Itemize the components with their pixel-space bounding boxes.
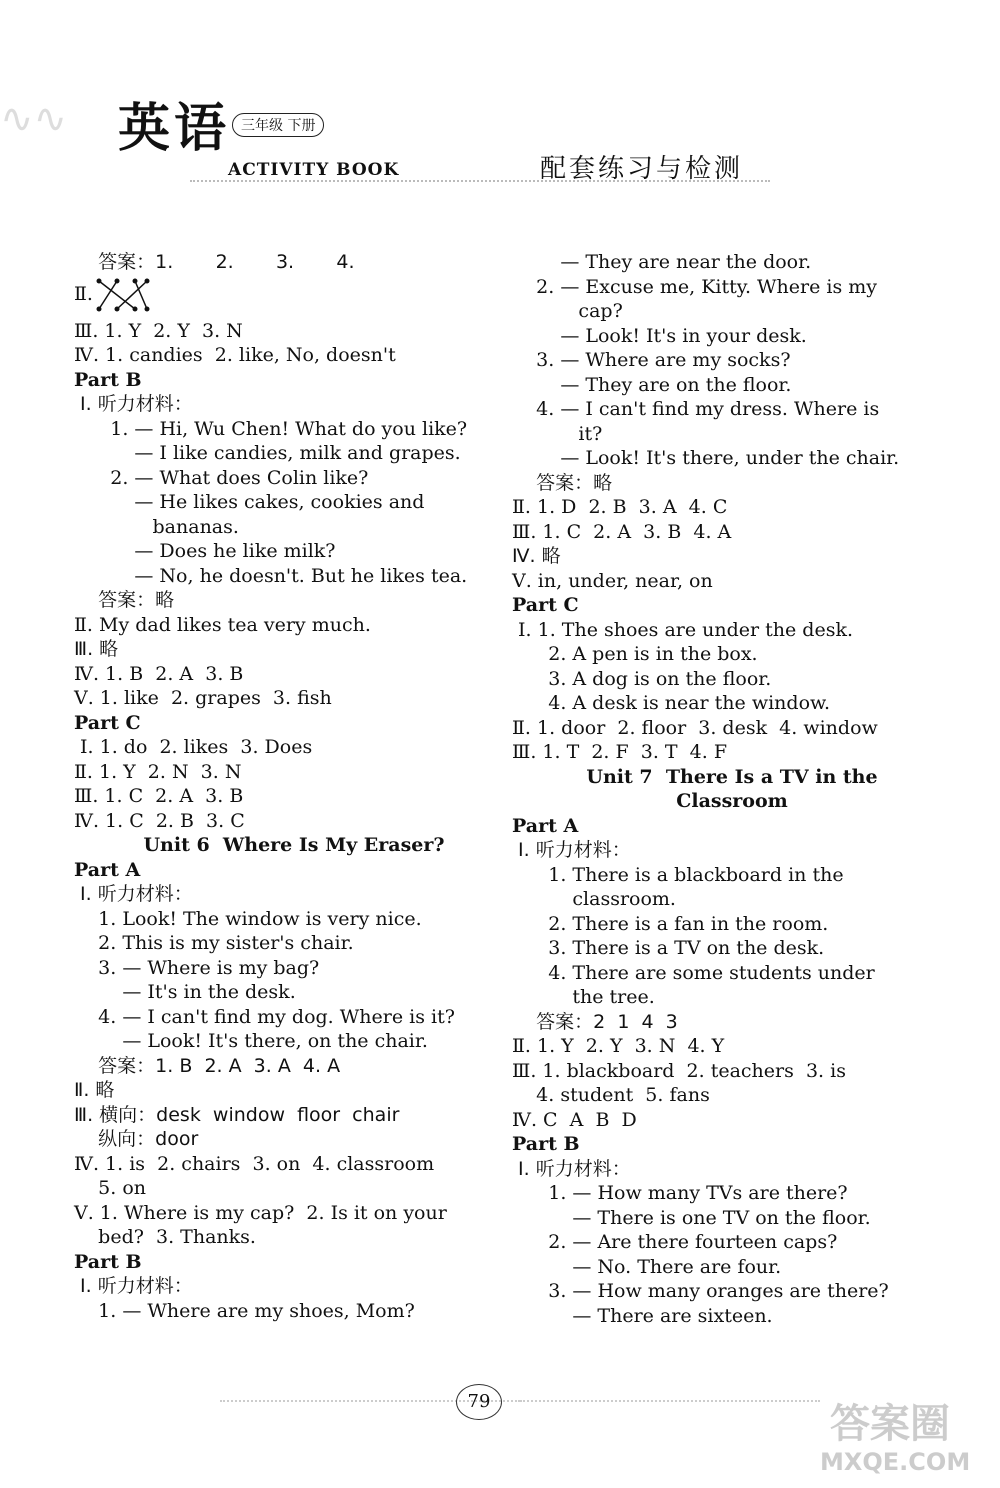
left-column-line (74, 539, 514, 564)
line-text: classroom. (512, 888, 676, 910)
line-text: Ⅰ. 1. The shoes are under the desk. (512, 618, 854, 641)
left-column-line (74, 833, 514, 858)
left-column-line (74, 613, 514, 638)
right-column-line (512, 1108, 952, 1133)
right-column-line (512, 1304, 952, 1329)
right-column-line (512, 618, 952, 643)
grade-label: 三年级 下册 (232, 113, 324, 137)
line-text: — Look! It's there, on the chair. (74, 1030, 428, 1052)
line-text: 4. — I can't find my dress. Where is (512, 398, 880, 420)
left-column-line (74, 1005, 514, 1030)
left-column-line (74, 588, 514, 613)
left-column-line (74, 809, 514, 834)
line-text: Ⅱ. 1. door 2. floor 3. desk 4. window (512, 716, 878, 739)
line-text: — It's in the desk. (74, 981, 296, 1003)
left-column-line (74, 1250, 514, 1275)
line-text: 3. — How many oranges are there? (512, 1280, 889, 1302)
book-title: 英语 (118, 99, 231, 159)
right-column-line (512, 520, 952, 545)
right-column-line (512, 1206, 952, 1231)
left-column-line (74, 1029, 514, 1054)
line-text: Ⅳ. C A B D (512, 1108, 637, 1131)
line-text: Classroom (676, 790, 788, 812)
line-text: — They are on the floor. (512, 373, 792, 396)
line-text: Part C (512, 594, 579, 616)
line-text: 4. — I can't find my dog. Where is it? (74, 1005, 455, 1028)
match-dot (114, 278, 119, 283)
right-column-line (512, 1157, 952, 1182)
left-column-line (74, 392, 514, 417)
line-text: Ⅱ. My dad likes tea very much. (74, 613, 371, 636)
line-text: 1. There is a blackboard in the (512, 863, 844, 886)
left-column (74, 250, 514, 1323)
left-column-line (74, 1054, 514, 1079)
watermark-logo: 答案圈 (830, 1401, 950, 1447)
right-column-line (512, 373, 952, 398)
right-column-line (512, 936, 952, 961)
left-column-line (74, 784, 514, 809)
line-text: Part A (74, 858, 141, 881)
line-text: Ⅴ. 1. Where is my cap? 2. Is it on your (74, 1201, 447, 1224)
left-column-line (74, 662, 514, 687)
line-text: Part A (512, 814, 579, 837)
line-text: 3. There is a TV on the desk. (512, 937, 825, 959)
left-column-line (74, 931, 514, 956)
right-column-line (512, 348, 952, 373)
left-column-line (74, 564, 514, 589)
left-column-line (74, 956, 514, 981)
line-text: 1. — Where are my shoes, Mom? (74, 1299, 415, 1322)
right-column-line (512, 1255, 952, 1280)
right-column-line (512, 471, 952, 496)
line-text: Part B (74, 1250, 142, 1273)
left-column-line (74, 515, 514, 540)
line-text: Part C (74, 711, 141, 734)
right-column-line (512, 250, 952, 275)
left-column-line (74, 1225, 514, 1250)
line-text: 纵向：door (74, 1128, 199, 1150)
right-column-line (512, 397, 952, 422)
line-text: 4. A desk is near the window. (512, 692, 831, 714)
line-text: 4. There are some students under (512, 961, 875, 984)
left-column-line (74, 858, 514, 883)
line-text: 答案：略 (74, 589, 175, 611)
watermark-url: MXQE.COM (820, 1448, 971, 1476)
left-column-line (74, 1299, 514, 1324)
line-text: Ⅳ. 1. B 2. A 3. B (74, 662, 244, 685)
line-text: Ⅲ. 略 (74, 638, 119, 660)
page-number: 79 (456, 1384, 502, 1420)
match-dot (144, 306, 149, 311)
right-column-line (512, 642, 952, 667)
line-text: 2. A pen is in the box. (512, 643, 758, 665)
line-text: 答案：1. B 2. A 3. A 4. A (74, 1054, 341, 1077)
left-column-line (74, 1176, 514, 1201)
line-text: Ⅰ. 1. do 2. likes 3. Does (74, 736, 313, 758)
line-text: it? (512, 422, 603, 445)
match-line (135, 281, 147, 309)
line-text: Ⅱ. 1. Y 2. Y 3. N 4. Y (512, 1035, 725, 1057)
line-text: — Look! It's there, under the chair. (512, 447, 900, 469)
line-text: Ⅲ. 1. T 2. F 3. T 4. F (512, 741, 728, 763)
line-text: — I like candies, milk and grapes. (74, 442, 461, 464)
decorative-swirl: ∿∿ (0, 96, 68, 142)
left-column-line (74, 1152, 514, 1177)
line-text: Ⅴ. in, under, near, on (512, 569, 713, 592)
right-column-line (512, 838, 952, 863)
line-text: 1. — Hi, Wu Chen! What do you like? (74, 417, 468, 440)
line-text: Ⅳ. 1. candies 2. like, No, doesn't (74, 344, 396, 366)
right-column-line (512, 275, 952, 300)
right-column-line (512, 324, 952, 349)
footer-divider-right (520, 1400, 820, 1402)
right-column-line (512, 716, 952, 741)
line-text: bed? 3. Thanks. (74, 1226, 256, 1248)
left-column-line (74, 466, 514, 491)
right-column (512, 250, 952, 1328)
line-text: Ⅰ. 听力材料： (512, 1157, 631, 1180)
left-column-line (74, 1274, 514, 1299)
right-column-line (512, 422, 952, 447)
right-column-line (512, 887, 952, 912)
line-text: — There is one TV on the floor. (512, 1206, 871, 1229)
activity-book-label: ACTIVITY BOOK (228, 160, 400, 180)
right-column-line (512, 667, 952, 692)
line-text: 3. A dog is on the floor. (512, 667, 772, 690)
left-column-line (74, 686, 514, 711)
line-text: Ⅰ. 听力材料： (74, 1275, 193, 1297)
left-column-line (74, 760, 514, 785)
left-column-line (74, 735, 514, 760)
left-column-line (74, 1078, 514, 1103)
right-column-line (512, 961, 952, 986)
right-column-line (512, 1181, 952, 1206)
line-text: Ⅱ. 1. Y 2. N 3. N (74, 760, 242, 783)
line-text: Ⅲ. 1. Y 2. Y 3. N (74, 319, 243, 342)
right-column-line (512, 789, 952, 814)
match-line (117, 281, 147, 309)
match-dot (114, 306, 119, 311)
left-column-line (74, 637, 514, 662)
match-line (99, 281, 135, 309)
left-column-line (74, 275, 514, 319)
line-text: Ⅲ. 1. C 2. A 3. B 4. A (512, 520, 732, 543)
line-text: — No. There are four. (512, 1255, 782, 1278)
line-text: Ⅱ. (74, 282, 93, 305)
left-column-line (74, 1201, 514, 1226)
line-text: 1. Look! The window is very nice. (74, 907, 422, 930)
right-column-line (512, 299, 952, 324)
line-text: 2. There is a fan in the room. (512, 912, 829, 935)
line-text: Ⅳ. 1. C 2. B 3. C (74, 809, 245, 832)
left-column-line (74, 490, 514, 515)
line-text: Part B (74, 368, 142, 391)
right-column-line (512, 814, 952, 839)
left-column-line (74, 907, 514, 932)
line-text: 3. — Where are my socks? (512, 349, 791, 371)
left-column-line (74, 711, 514, 736)
line-text: 5. on (74, 1177, 147, 1199)
right-column-line (512, 1279, 952, 1304)
match-dot (132, 306, 137, 311)
line-text: 2. — Excuse me, Kitty. Where is my (512, 275, 878, 298)
right-column-line (512, 1132, 952, 1157)
line-text: 答案：1. 2. 3. 4. (74, 251, 355, 273)
match-dot (96, 278, 101, 283)
right-column-line (512, 765, 952, 790)
right-column-line (512, 446, 952, 471)
series-subtitle: 配套练习与检测 (540, 154, 744, 184)
left-column-line (74, 980, 514, 1005)
right-column-line (512, 593, 952, 618)
line-text: Ⅳ. 1. is 2. chairs 3. on 4. classroom (74, 1152, 435, 1175)
match-dot (96, 306, 101, 311)
right-column-line (512, 569, 952, 594)
line-text: 2. — Are there fourteen caps? (512, 1231, 838, 1253)
line-text: 4. student 5. fans (512, 1084, 710, 1106)
match-line (99, 281, 117, 309)
line-text: — There are sixteen. (512, 1304, 773, 1327)
left-column-line (74, 417, 514, 442)
line-text: Ⅰ. 听力材料： (74, 393, 193, 415)
right-column-line (512, 691, 952, 716)
line-text: — Does he like milk? (74, 540, 336, 562)
line-text: Ⅰ. 听力材料： (512, 839, 631, 861)
matching-lines-diagram (93, 275, 153, 315)
right-column-line (512, 863, 952, 888)
left-column-line (74, 441, 514, 466)
left-column-line (74, 1103, 514, 1128)
line-text: Ⅳ. 略 (512, 545, 561, 567)
line-text: the tree. (512, 986, 655, 1008)
line-text: Part B (512, 1133, 580, 1155)
line-text: 2. — What does Colin like? (74, 466, 369, 489)
right-column-line (512, 1034, 952, 1059)
line-text: Ⅴ. 1. like 2. grapes 3. fish (74, 687, 332, 709)
line-text: Ⅱ. 略 (74, 1079, 115, 1101)
left-column-line (74, 882, 514, 907)
line-text: 3. — Where is my bag? (74, 956, 320, 979)
right-column-line (512, 1083, 952, 1108)
line-text: bananas. (74, 515, 239, 538)
left-column-line (74, 1127, 514, 1152)
right-column-line (512, 912, 952, 937)
line-text: Ⅰ. 听力材料： (74, 883, 193, 905)
right-column-line (512, 1010, 952, 1035)
right-column-line (512, 544, 952, 569)
match-dot (132, 278, 137, 283)
line-text: — No, he doesn't. But he likes tea. (74, 564, 468, 587)
right-column-line (512, 985, 952, 1010)
right-column-line (512, 740, 952, 765)
line-text: — He likes cakes, cookies and (74, 491, 425, 513)
right-column-line (512, 495, 952, 520)
line-text: Ⅲ. 横向：desk window floor chair (74, 1103, 400, 1126)
line-text: Ⅲ. 1. blackboard 2. teachers 3. is (512, 1059, 846, 1082)
line-text: Unit 6 Where Is My Eraser? (143, 834, 445, 856)
line-text: — They are near the door. (512, 251, 812, 273)
line-text: cap? (512, 300, 623, 322)
line-text: 答案：略 (512, 471, 613, 494)
header-divider (190, 180, 770, 182)
line-text: 2. This is my sister's chair. (74, 932, 354, 954)
line-text: Ⅲ. 1. C 2. A 3. B (74, 785, 244, 807)
line-text: Ⅱ. 1. D 2. B 3. A 4. C (512, 496, 728, 518)
left-column-line (74, 250, 514, 275)
left-column-line (74, 319, 514, 344)
page-header (0, 0, 1000, 200)
line-text: 答案：2 1 4 3 (512, 1010, 678, 1033)
line-text: Unit 7 There Is a TV in the (586, 765, 878, 788)
right-column-line (512, 1059, 952, 1084)
left-column-line (74, 343, 514, 368)
right-column-line (512, 1230, 952, 1255)
line-text: — Look! It's in your desk. (512, 324, 807, 347)
line-text: 1. — How many TVs are there? (512, 1182, 848, 1204)
left-column-line (74, 368, 514, 393)
match-dot (144, 278, 149, 283)
